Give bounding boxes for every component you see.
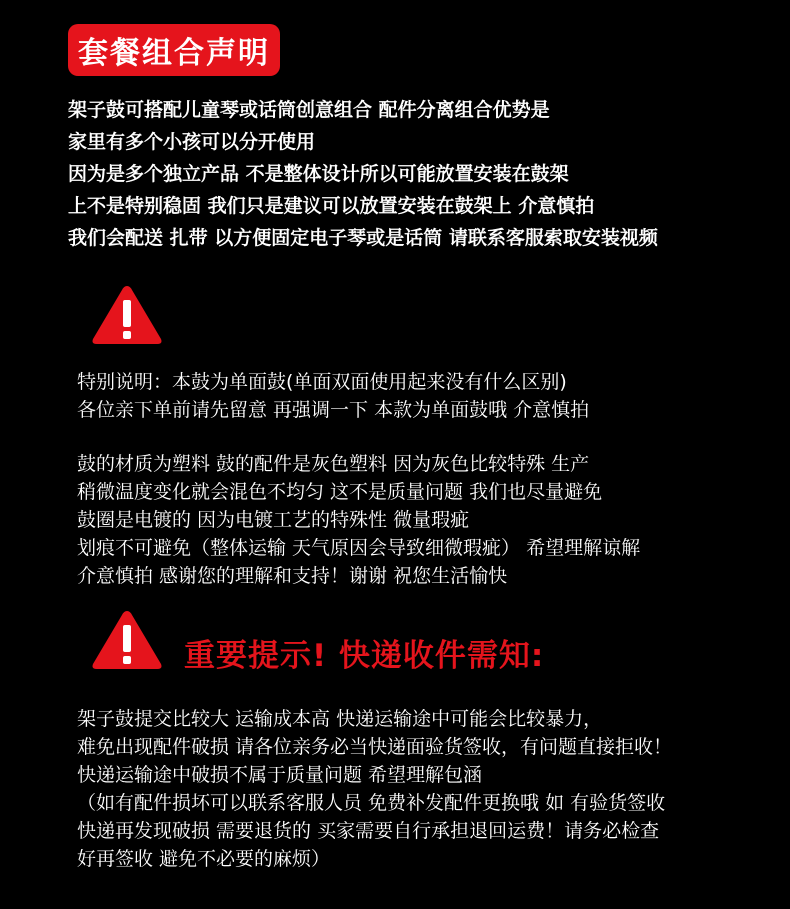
- intro-line: 因为是多个独立产品 不是整体设计所以可能放置安装在鼓架: [68, 163, 569, 185]
- intro-line: 架子鼓可搭配儿童琴或话筒创意组合 配件分离组合优势是: [68, 99, 550, 121]
- notice-line: 快递运输途中破损不属于质量问题 希望理解包涵: [77, 764, 483, 786]
- special-line: 各位亲下单前请先留意 再强调一下 本款为单面鼓哦 介意慎拍: [77, 399, 590, 421]
- intro-line: 上不是特别稳固 我们只是建议可以放置安装在鼓架上 介意慎拍: [68, 195, 595, 217]
- delivery-notice: [77, 705, 777, 873]
- notice-line: 快递再发现破损 需要退货的 买家需要自行承担退回运费！请务必检查: [77, 820, 660, 842]
- warning-icon: [90, 282, 164, 346]
- material-line: 划痕不可避免（整体运输 天气原因会导致细微瑕疵） 希望理解谅解: [77, 537, 641, 559]
- intro-line: 我们会配送 扎带 以方便固定电子琴或是话筒 请联系客服索取安装视频: [68, 227, 658, 249]
- material-note: [77, 450, 777, 590]
- delivery-notice-title: 重要提示! 快递收件需知:: [184, 638, 545, 674]
- material-line: 鼓圈是电镀的 因为电镀工艺的特殊性 微量瑕疵: [77, 509, 470, 531]
- special-line: 特别说明：本鼓为单面鼓(单面双面使用起来没有什么区别): [77, 371, 567, 393]
- combo-statement: [68, 94, 778, 254]
- notice-line: 难免出现配件破损 请各位亲务必当快递面验货签收，有问题直接拒收！: [77, 736, 673, 758]
- material-line: 鼓的材质为塑料 鼓的配件是灰色塑料 因为灰色比较特殊 生产: [77, 453, 590, 475]
- page-title: 套餐组合声明: [78, 36, 270, 71]
- warning-icon: [90, 607, 164, 671]
- special-note: [77, 368, 777, 424]
- notice-line: 架子鼓提交比较大 运输成本高 快递运输途中可能会比较暴力，: [77, 708, 603, 730]
- notice-line: 好再签收 避免不必要的麻烦）: [77, 848, 331, 870]
- material-line: 介意慎拍 感谢您的理解和支持！谢谢 祝您生活愉快: [77, 565, 508, 587]
- page-title-badge: [68, 24, 280, 76]
- notice-line: （如有配件损坏可以联系客服人员 免费补发配件更换哦 如 有验货签收: [77, 792, 666, 814]
- intro-line: 家里有多个小孩可以分开使用: [68, 131, 316, 153]
- material-line: 稍微温度变化就会混色不均匀 这不是质量问题 我们也尽量避免: [77, 481, 603, 503]
